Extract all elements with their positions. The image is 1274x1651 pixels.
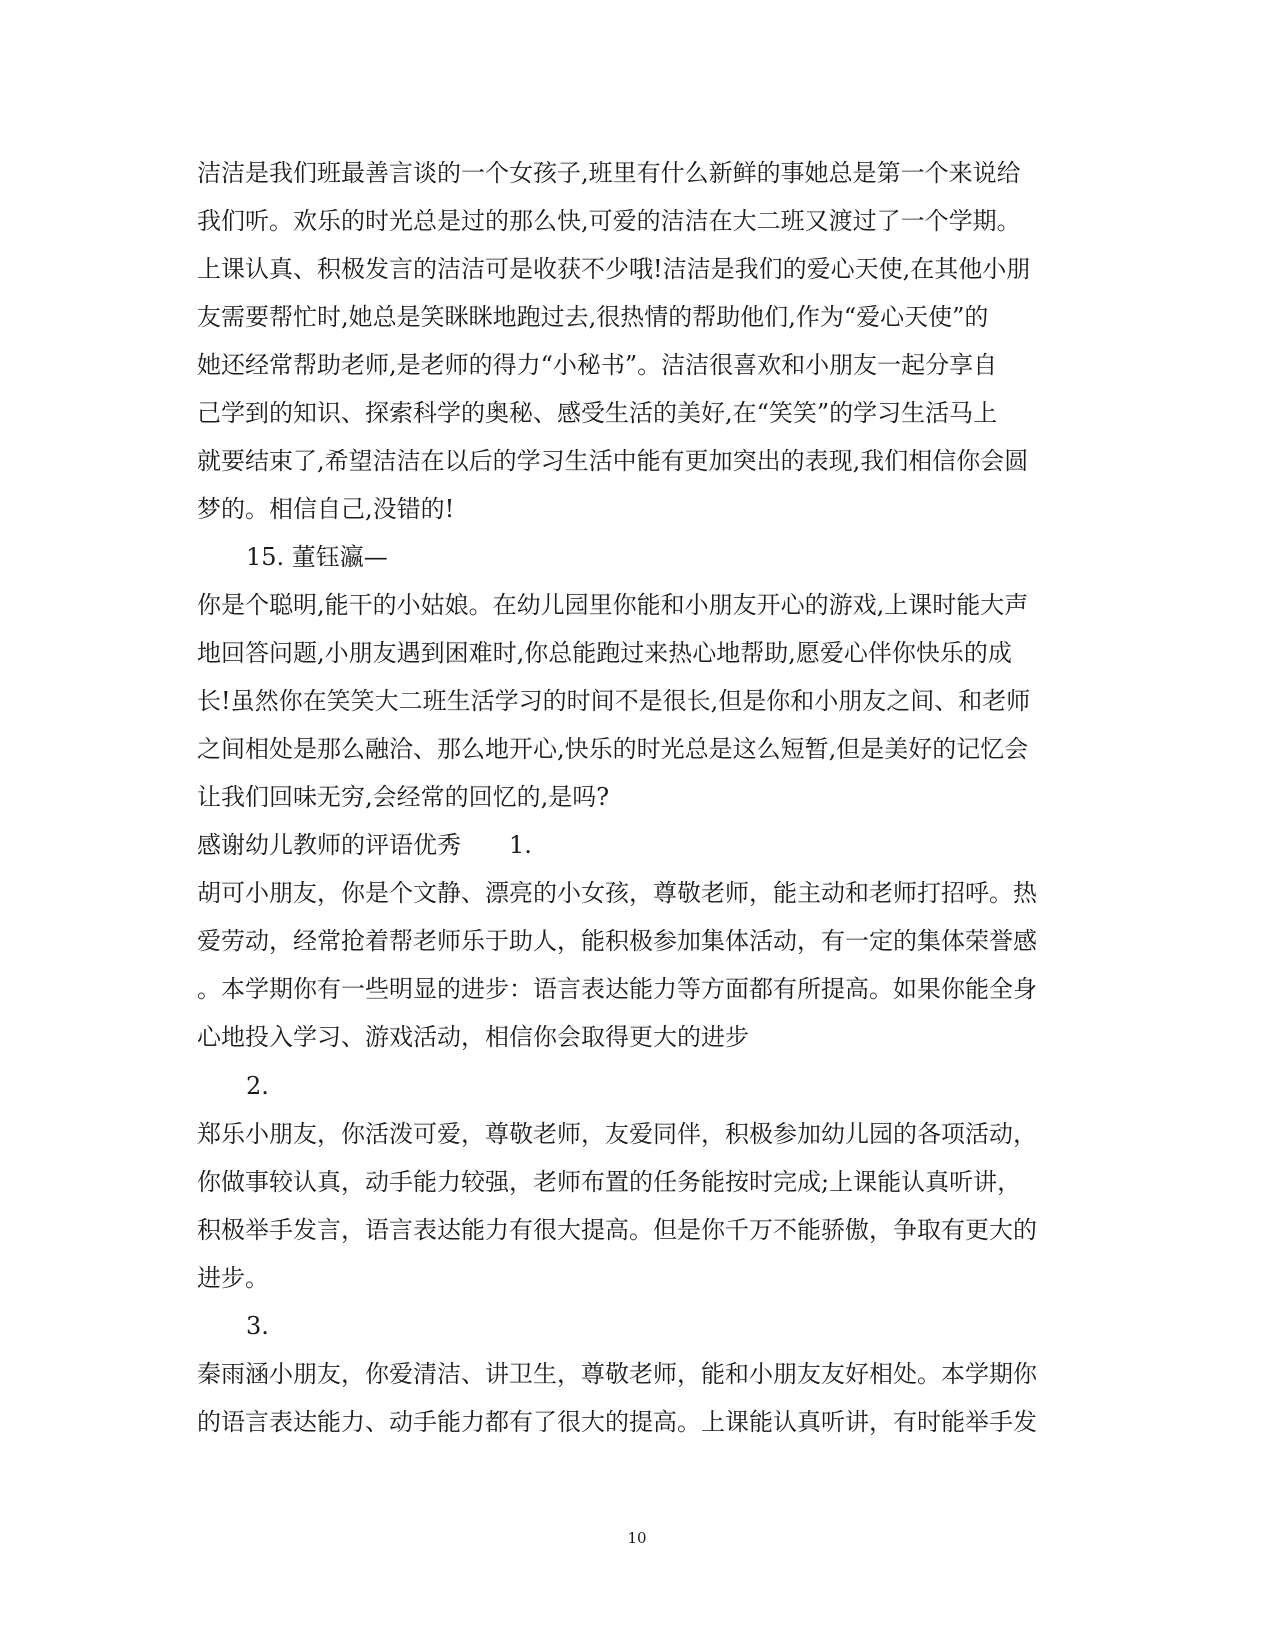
text-line-23: 积极举手发言，语言表达能力有很大提高。但是你千万不能骄傲，争取有更大的 [197, 1216, 1037, 1244]
text-line-1: 洁洁是我们班最善言谈的一个女孩子,班里有什么新鲜的事她总是第一个来说给 [197, 159, 1021, 187]
text-line-12: 长!虽然你在笑笑大二班生活学习的时间不是很长,但是你和小朋友之间、和老师 [197, 687, 1031, 715]
page-number: 10 [627, 1529, 647, 1547]
text-line-22: 你做事较认真，动手能力较强，老师布置的任务能按时完成;上课能认真听讲， [197, 1168, 1022, 1196]
text-line-10: 你是个聪明,能干的小姑娘。在幼儿园里你能和小朋友开心的游戏,上课时能大声 [197, 591, 1029, 619]
text-line-27: 的语言表达能力、动手能力都有了很大的提高。上课能认真听讲，有时能举手发 [197, 1408, 1037, 1436]
text-line-4: 友需要帮忙时,她总是笑眯眯地跑过去,很热情的帮助他们,作为“爱心天使”的 [197, 303, 989, 331]
section-title: 感谢幼儿教师的评语优秀 1. [197, 831, 532, 859]
text-line-16: 胡可小朋友，你是个文静、漂亮的小女孩，尊敬老师，能主动和老师打招呼。热 [197, 879, 1037, 907]
text-line-24: 进步。 [197, 1264, 269, 1292]
text-line-3: 上课认真、积极发言的洁洁可是收获不少哦!洁洁是我们的爱心天使,在其他小朋 [197, 255, 1031, 283]
text-line-21: 郑乐小朋友，你活泼可爱，尊敬老师，友爱同伴，积极参加幼儿园的各项活动， [197, 1120, 1037, 1148]
text-line-2: 我们听。欢乐的时光总是过的那么快,可爱的洁洁在大二班又渡过了一个学期。 [197, 207, 1021, 235]
text-line-17: 爱劳动，经常抢着帮老师乐于助人，能积极参加集体活动，有一定的集体荣誉感 [197, 927, 1037, 955]
text-line-8: 梦的。相信自己,没错的! [197, 495, 455, 523]
text-line-18: 。本学期你有一些明显的进步：语言表达能力等方面都有所提高。如果你能全身 [197, 975, 1037, 1003]
text-line-11: 地回答问题,小朋友遇到困难时,你总能跑过来热心地帮助,愿爱心伴你快乐的成 [197, 639, 1012, 667]
section-heading-15: 15. 董钰瀛— [246, 543, 388, 571]
item-number-3: 3. [246, 1312, 269, 1340]
text-line-19: 心地投入学习、游戏活动，相信你会取得更大的进步 [197, 1023, 749, 1051]
text-line-14: 让我们回味无穷,会经常的回忆的,是吗? [197, 783, 610, 811]
text-line-13: 之间相处是那么融洽、那么地开心,快乐的时光总是这么短暂,但是美好的记忆会 [197, 735, 1029, 763]
text-line-26: 秦雨涵小朋友，你爱清洁、讲卫生，尊敬老师，能和小朋友友好相处。本学期你 [197, 1360, 1037, 1388]
item-number-2: 2. [246, 1072, 269, 1100]
text-line-5: 她还经常帮助老师,是老师的得力“小秘书”。洁洁很喜欢和小朋友一起分享自 [197, 351, 998, 379]
text-line-6: 己学到的知识、探索科学的奥秘、感受生活的美好,在“笑笑”的学习生活马上 [197, 399, 998, 427]
text-line-7: 就要结束了,希望洁洁在以后的学习生活中能有更加突出的表现,我们相信你会圆 [197, 447, 1029, 475]
